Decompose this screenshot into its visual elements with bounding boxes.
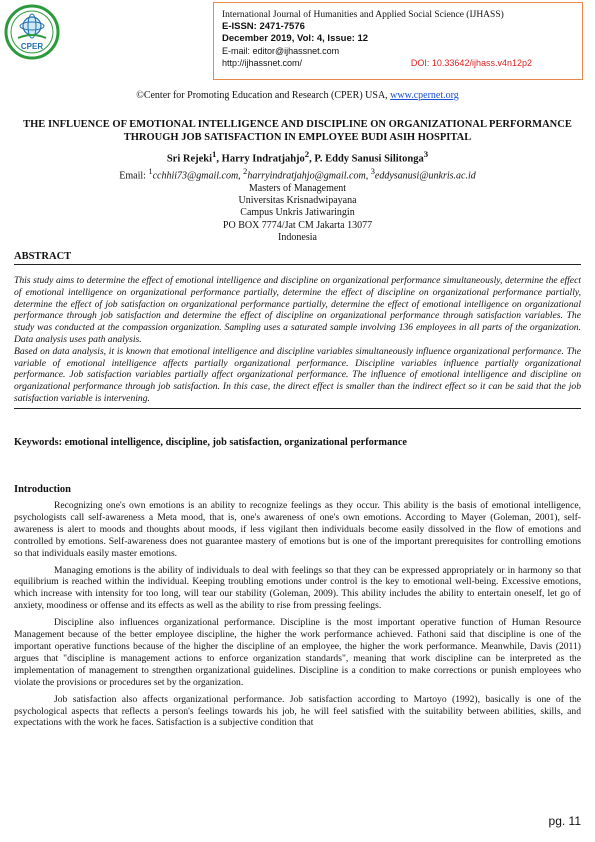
publisher-link[interactable]: www.cpernet.org	[390, 90, 459, 101]
publisher-text: ©Center for Promoting Education and Research (CPER) USA,	[136, 90, 391, 101]
affiliation-line: Indonesia	[278, 231, 317, 243]
journal-name: International Journal of Humanities and Applied Social Science (IJHASS)	[222, 10, 504, 20]
author-name: Harry Indratjahjo	[221, 153, 305, 165]
abstract-paragraph: This study aims to determine the effect of emotional intelligence and discipline on organizational performance simultaneously, determine the effect of emotional intelligence on organizational performance partially, determine the effect of discipline on organizational performance partially, determine the effect of job satisfaction on organizational performance partially, determine the effect of emotional intelligence on organizational performance through job satisfaction and determine the effect of discipline on organizational performance through satisfaction variables. The study was conducted at the compassion organization. Sampling uses a saturated sample involving 136 employees in all parts of the organization. Data analysis uses path analysis.	[14, 275, 581, 345]
author-email[interactable]: cchhii73@gmail.com	[152, 170, 239, 182]
author-name: P. Eddy Sanusi Silitonga	[314, 153, 424, 165]
abstract-paragraph: Based on data analysis, it is known that emotional intelligence and discipline variables simultaneously influence organizational performance. The variable of emotional intelligence affects partially organizational performance. Discipline variables influence partially organizational performance. Job satisfaction variables partially affect organizational performance. The influence of emotional intelligence and discipline on organizational performance through job satisfaction. In this case, the direct effect is smaller than the indirect effect so it can be said that the job satisfaction variable is intervening.	[14, 345, 581, 404]
affiliation-line: PO BOX 7774/Jat CM Jakarta 13077	[222, 219, 373, 231]
affiliation-line: Campus Unkris Jatiwaringin	[240, 207, 355, 219]
keywords: Keywords: emotional intelligence, discipline, job satisfaction, organizational performance	[14, 437, 407, 448]
author-email[interactable]: eddysanusi@unkris.ac.id	[374, 170, 476, 182]
author-name: Sri Rejeki	[166, 153, 213, 165]
page-number: pg. 11	[548, 814, 581, 828]
publisher-line	[0, 90, 595, 101]
body-paragraph: Discipline also influences organizational performance. Discipline is the most important operative function of Human Resource Management because of the better employee discipline, the higher the work performance achieved. Fathoni said that discipline is one of the important operative functions because of the higher the discipline of an employee, the higher the work performance. Meanwhile, Davis (2011) argues that "discipline is management actions to enforce organization standards", meaning that work discipline can be interpreted as the implementation of management to strengthen organizational guidelines. Discipline is a condition to make corrections or punish employees who violate the provisions or procedures set by the organization.	[14, 617, 581, 688]
introduction-body	[14, 500, 581, 734]
section-heading-introduction: Introduction	[14, 484, 71, 495]
issue-info: December 2019, Vol: 4, Issue: 12	[222, 33, 369, 44]
journal-url[interactable]: http://ijhassnet.com/	[222, 58, 303, 68]
body-paragraph: Recognizing one's own emotions is an ability to recognize feelings as they occur. This ability is the basis of emotional intelligence, psychologists call self-awareness a Meta mood, that is, one's awareness of one's own emotions. According to Mayer (Goleman, 2001), self-awareness is alert to moods and thoughts about moods, if less vigilant then individuals become easily dissolved in the flow of emotions and controlled by emotions. Self-awareness does not guarantee mastery of emotions but is one of the important prerequisites for controlling emotions so that individuals easily master emotions.	[14, 500, 581, 559]
author-email[interactable]: harryindratjahjo@gmail.com	[247, 170, 366, 182]
author-list: Sri Rejeki$^1$, Harry Indratjahjo$^2$, P. Eddy Sanusi Silitonga$^3$	[166, 149, 429, 165]
author-emails: Email: $^1$cchhii73@gmail.com, $^2$harryindratjahjo@gmail.com, $^3$eddysanusi@unkris.ac.id	[119, 167, 476, 182]
eissn: E-ISSN: 2471-7576	[222, 21, 305, 32]
abstract-body	[14, 275, 581, 409]
journal-email[interactable]: E-mail: editor@ijhassnet.com	[222, 46, 340, 56]
svg-text:CPER: CPER	[20, 42, 44, 51]
affiliation-line: Masters of Management	[248, 183, 347, 194]
journal-header-box	[213, 2, 583, 80]
abstract-heading: ABSTRACT	[14, 251, 581, 265]
journal-logo	[4, 4, 60, 60]
affiliation-line: Universitas Krisnadwipayana	[238, 195, 357, 207]
body-paragraph: Job satisfaction also affects organizational performance. Job satisfaction according to Martoyo (1992), basically is one of the psychological aspects that reflects a person's feelings towards his job, he will feel satisfied with the suitability between abilities, skills, and expectations with the work he faces. Satisfaction is a subjective condition that	[14, 693, 581, 729]
affiliation	[0, 183, 595, 244]
body-paragraph: Managing emotions is the ability of individuals to deal with feelings so that they can be expressed appropriately or in harmony so that equilibrium is reached within the individual. Keeping troubling emotions under control is the key to emotional well-being. Excessive emotions, which increase with intensity for too long, will tear our stability (Goleman, 2009). This ability includes the ability to entertain oneself, let go of anxiety, moodiness or offense and its effects as well as the ability to rise from pressing feelings.	[14, 564, 581, 612]
doi-link[interactable]: DOI: 10.33642/ijhass.v4n12p2	[410, 58, 532, 68]
paper-title: THE INFLUENCE OF EMOTIONAL INTELLIGENCE AND DISCIPLINE ON ORGANIZATIONAL PERFORMANCE THROUGH JOB SATISFACTION IN EMPLOYEE BUDI ASIH HOSPITAL	[23, 119, 572, 143]
